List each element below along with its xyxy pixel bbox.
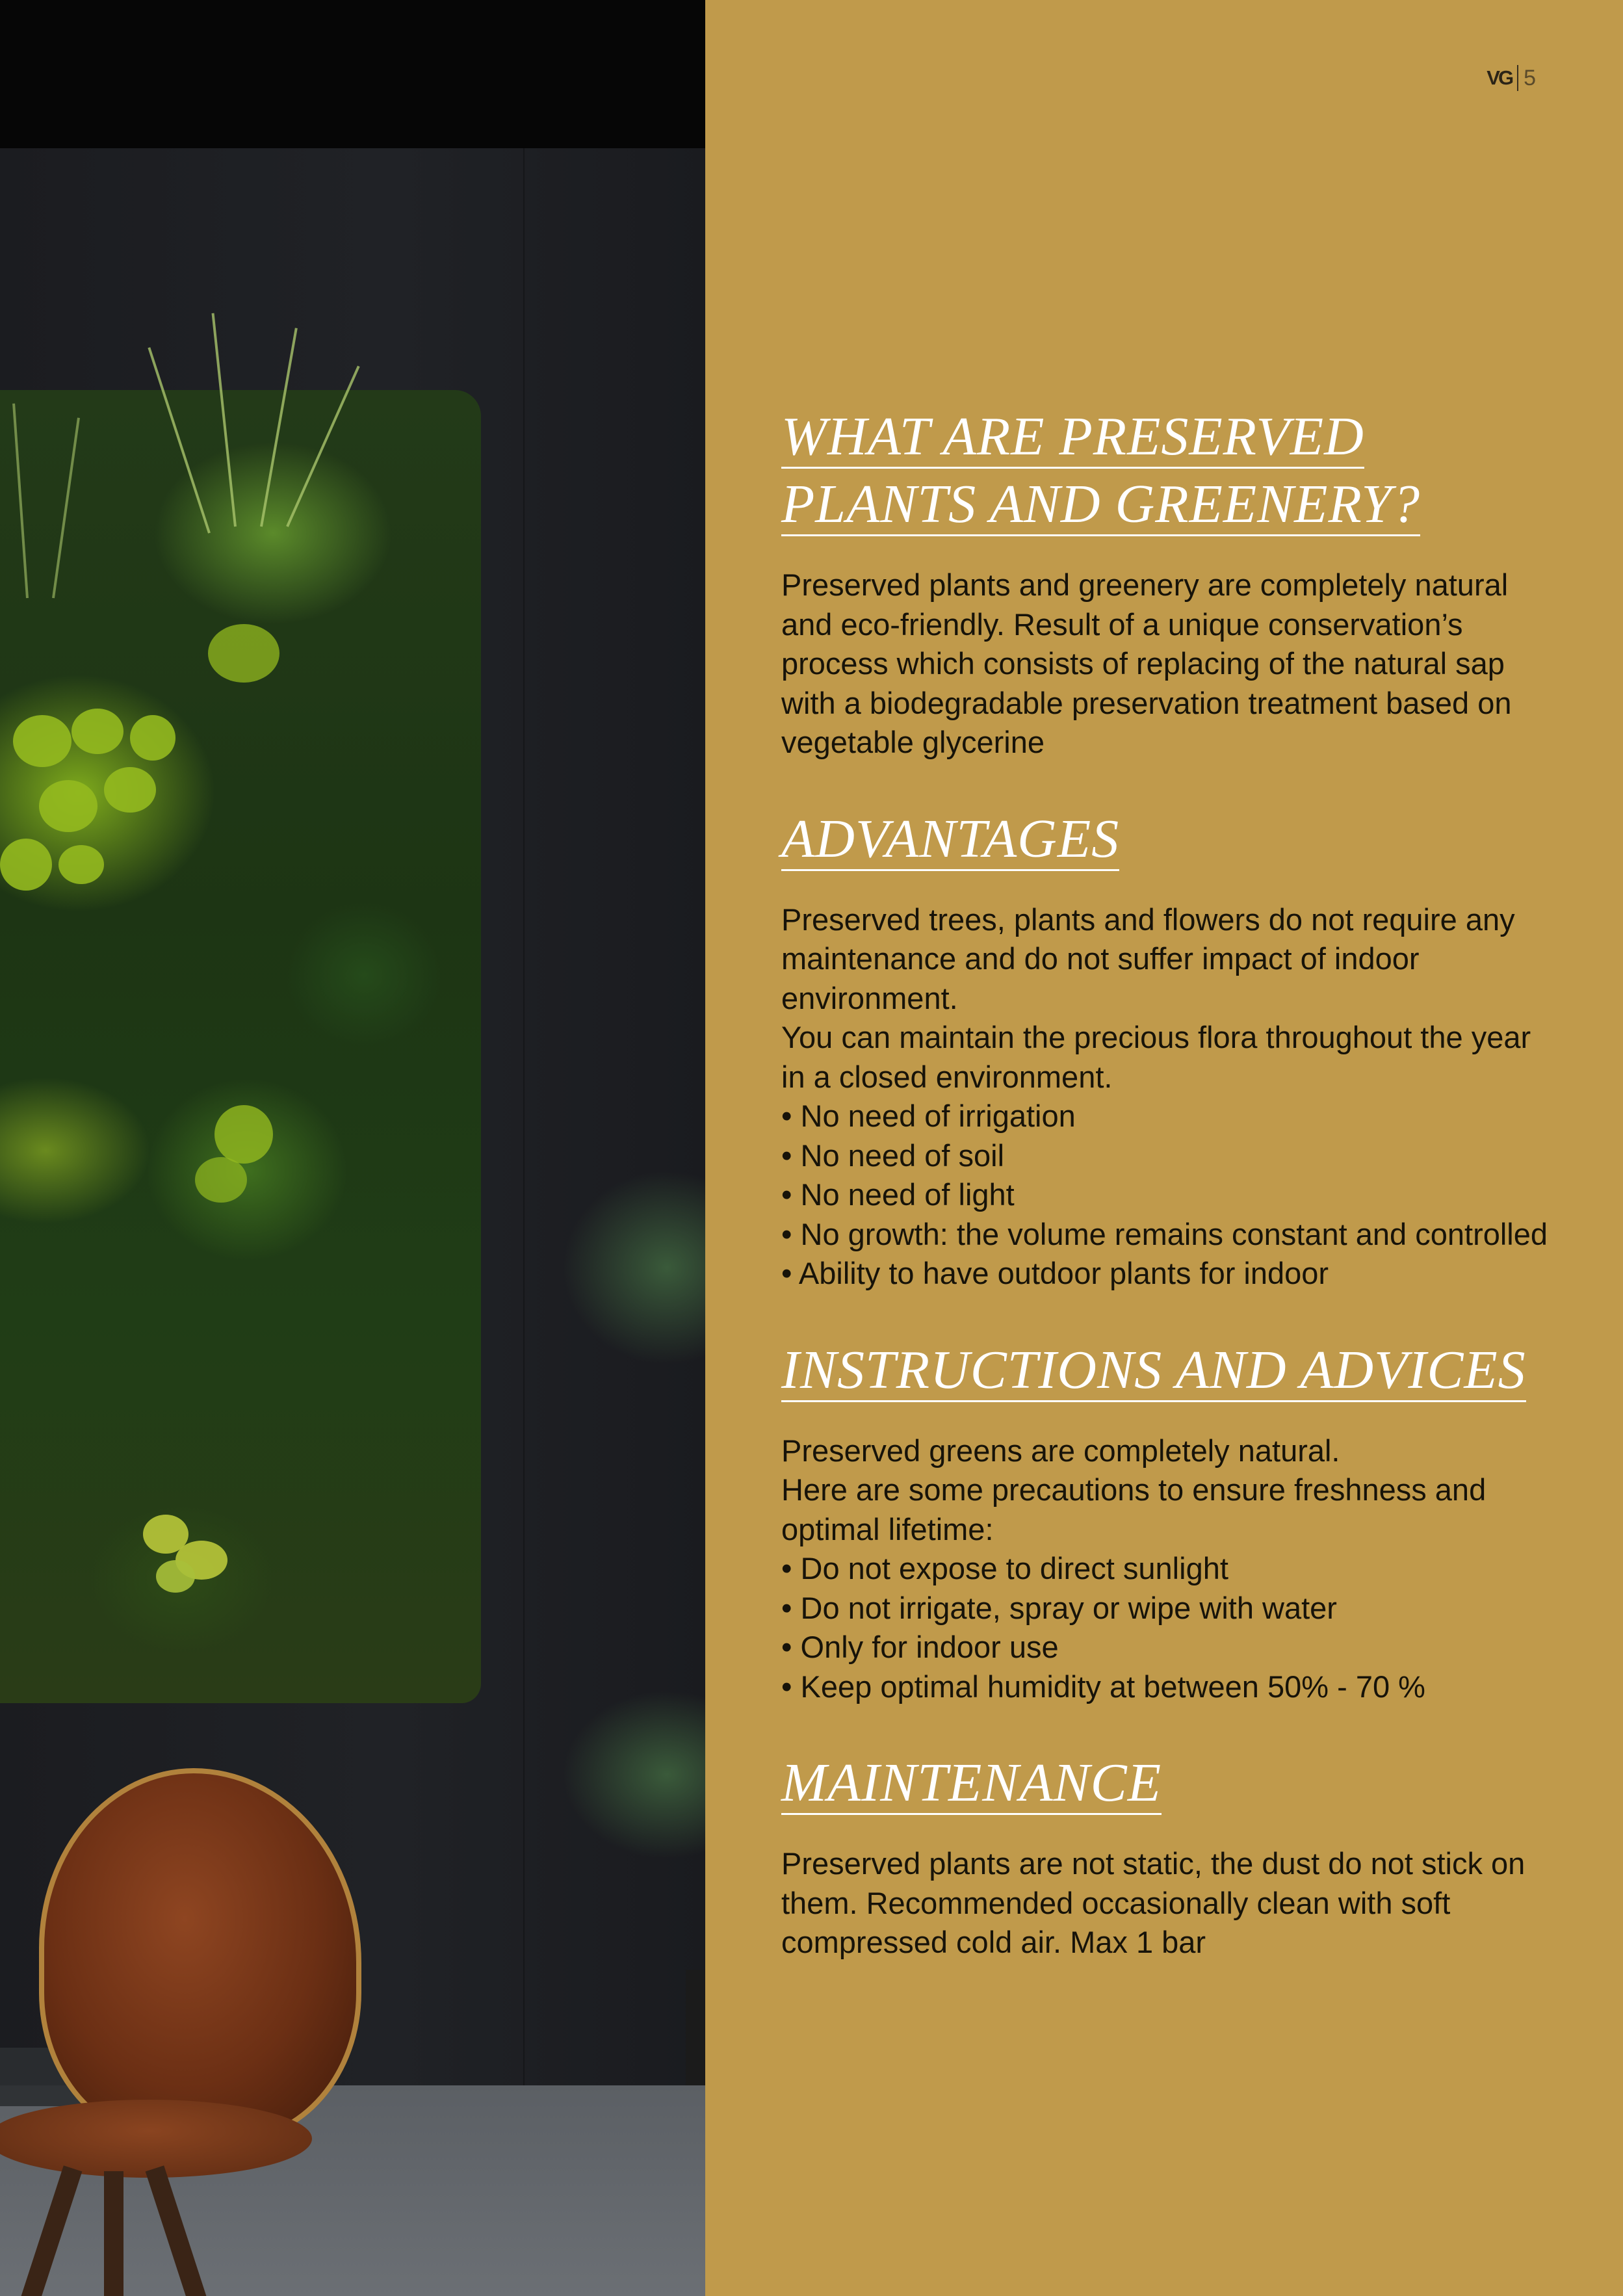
velvet-chair-seat bbox=[0, 2100, 312, 2178]
moss-ball bbox=[208, 624, 279, 683]
moss-ball bbox=[214, 1105, 273, 1164]
section-body: Here are some precautions to ensure freshness and optimal lifetime: bbox=[781, 1472, 1487, 1546]
list-item: • Only for indoor use bbox=[781, 1628, 1548, 1667]
section-body: You can maintain the precious flora throughout the year in a closed environment. bbox=[781, 1020, 1531, 1094]
list-item: • No need of light bbox=[781, 1175, 1548, 1215]
green-wall-photo bbox=[0, 0, 705, 2296]
moss-ball bbox=[58, 845, 104, 884]
decor-plant bbox=[562, 1690, 705, 1859]
section-body: Preserved greens are completely natural. bbox=[781, 1433, 1340, 1468]
list-item: • No need of irrigation bbox=[781, 1097, 1548, 1136]
instructions-list bbox=[781, 1549, 1548, 1706]
list-item: • Keep optimal humidity at between 50% - 70 % bbox=[781, 1667, 1548, 1707]
section-maintenance bbox=[781, 1749, 1548, 1963]
section-title bbox=[781, 1337, 1548, 1404]
section-body: Preserved trees, plants and flowers do not require any maintenance and do not suffer impact of indoor environment. bbox=[781, 902, 1515, 1015]
decor-plant bbox=[562, 1170, 705, 1365]
page-number: 5 bbox=[1524, 65, 1536, 90]
photo-wall-seam bbox=[523, 148, 525, 2085]
section-advantages bbox=[781, 805, 1548, 1294]
list-item: • Do not expose to direct sunlight bbox=[781, 1549, 1548, 1589]
list-item: • Do not irrigate, spray or wipe with water bbox=[781, 1589, 1548, 1628]
page-header bbox=[1487, 65, 1536, 91]
moss-ball bbox=[104, 767, 156, 813]
moss-ball bbox=[39, 780, 97, 832]
section-body: Preserved plants are not static, the dust do not stick on them. Recommended occasionally clean with soft compressed cold air. Max 1 bar bbox=[781, 1846, 1526, 1959]
header-divider bbox=[1517, 65, 1518, 91]
preserved-green-wall bbox=[0, 390, 481, 1703]
brand-logo: VG bbox=[1487, 66, 1513, 89]
section-body: Preserved plants and greenery are completely natural and eco-friendly. Result of a unique conservation’s process which consists of replacing of the natural sap with a biodegradable preservation treatment based on vegetable glycerine bbox=[781, 567, 1512, 759]
section-what bbox=[781, 403, 1548, 763]
title-line: ADVANTAGES bbox=[781, 809, 1119, 871]
moss-ball bbox=[130, 715, 175, 761]
list-item: • No growth: the volume remains constant and controlled bbox=[781, 1215, 1548, 1255]
list-item: • Ability to have outdoor plants for indoor bbox=[781, 1254, 1548, 1294]
moss-ball bbox=[195, 1157, 247, 1203]
page-content bbox=[781, 403, 1548, 2005]
section-instructions bbox=[781, 1337, 1548, 1707]
title-line: INSTRUCTIONS AND ADVICES bbox=[781, 1340, 1526, 1402]
section-title bbox=[781, 403, 1548, 538]
list-item: • No need of soil bbox=[781, 1136, 1548, 1176]
section-title bbox=[781, 1749, 1548, 1817]
chair-leg bbox=[104, 2171, 123, 2296]
title-line: PLANTS AND GREENERY? bbox=[781, 474, 1420, 536]
title-line: WHAT ARE PRESERVED bbox=[781, 406, 1364, 469]
moss-ball bbox=[0, 839, 52, 891]
text-panel bbox=[705, 0, 1623, 2296]
moss-ball bbox=[13, 715, 71, 767]
title-line: MAINTENANCE bbox=[781, 1753, 1162, 1815]
moss-ball bbox=[71, 709, 123, 754]
moss-ball bbox=[156, 1560, 195, 1593]
advantages-list bbox=[781, 1097, 1548, 1294]
photo-ceiling bbox=[0, 0, 705, 148]
section-title bbox=[781, 805, 1548, 873]
